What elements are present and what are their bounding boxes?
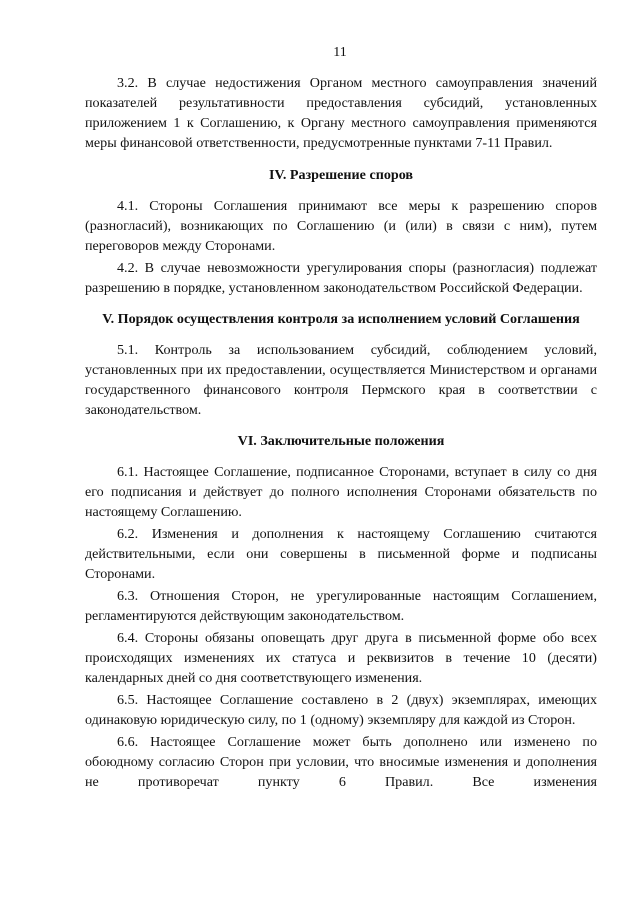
paragraph-6-1: 6.1. Настоящее Соглашение, подписанное Сторонами, вступает в силу со дня его подписания и действует до полного исполнения Сторонами обязательств по настоящему Соглашению. — [85, 464, 597, 520]
paragraph-4-2: 4.2. В случае невозможности урегулирования споры (разногласия) подлежат разрешению в порядке, установленном законодательством Российской Федерации. — [85, 260, 597, 296]
paragraph-6-3: 6.3. Отношения Сторон, не урегулированные настоящим Соглашением, регламентируются действующим законодательством. — [85, 588, 597, 624]
page-number: 11 — [333, 45, 347, 60]
paragraph-6-4: 6.4. Стороны обязаны оповещать друг друга в письменной форме обо всех происходящих изменениях их статуса и реквизитов в течение 10 (десяти) календарных дней со дня соответствующего изменения. — [85, 630, 597, 686]
paragraph-6-5: 6.5. Настоящее Соглашение составлено в 2 (двух) экземплярах, имеющих одинаковую юридическую силу, по 1 (одному) экземпляру для каждой из Сторон. — [85, 692, 597, 728]
document-body — [85, 73, 597, 792]
section-heading-5: V. Порядок осуществления контроля за исполнением условий Соглашения — [102, 311, 580, 327]
paragraph-5-1: 5.1. Контроль за использованием субсидий, соблюдением условий, установленных при их предоставлении, осуществляется Министерством и органами государственного финансового контроля Пермского края в соответствии с законодательством. — [85, 342, 597, 418]
paragraph-6-6: 6.6. Настоящее Соглашение может быть дополнено или изменено по обоюдному согласию Сторон при условии, что вносимые изменения и дополнения не противоречат пункту 6 Правил. Все изменения — [85, 734, 597, 790]
section-heading-6: VI. Заключительные положения — [237, 433, 445, 449]
paragraph-6-2: 6.2. Изменения и дополнения к настоящему Соглашению считаются действительными, если они совершены в письменной форме и подписаны Сторонами. — [85, 526, 597, 582]
paragraph-4-1: 4.1. Стороны Соглашения принимают все меры к разрешению споров (разногласий), возникающих по Соглашению (и (или) в связи с ним), путем переговоров между Сторонами. — [85, 198, 597, 254]
section-heading-4: IV. Разрешение споров — [268, 167, 414, 183]
paragraph-3-2: 3.2. В случае недостижения Органом местного самоуправления значений показателей результативности предоставления субсидий, установленных приложением 1 к Соглашению, к Органу местного самоуправления применяются меры финансовой ответственности, предусмотренные пунктами 7-11 Правил. — [85, 75, 597, 151]
